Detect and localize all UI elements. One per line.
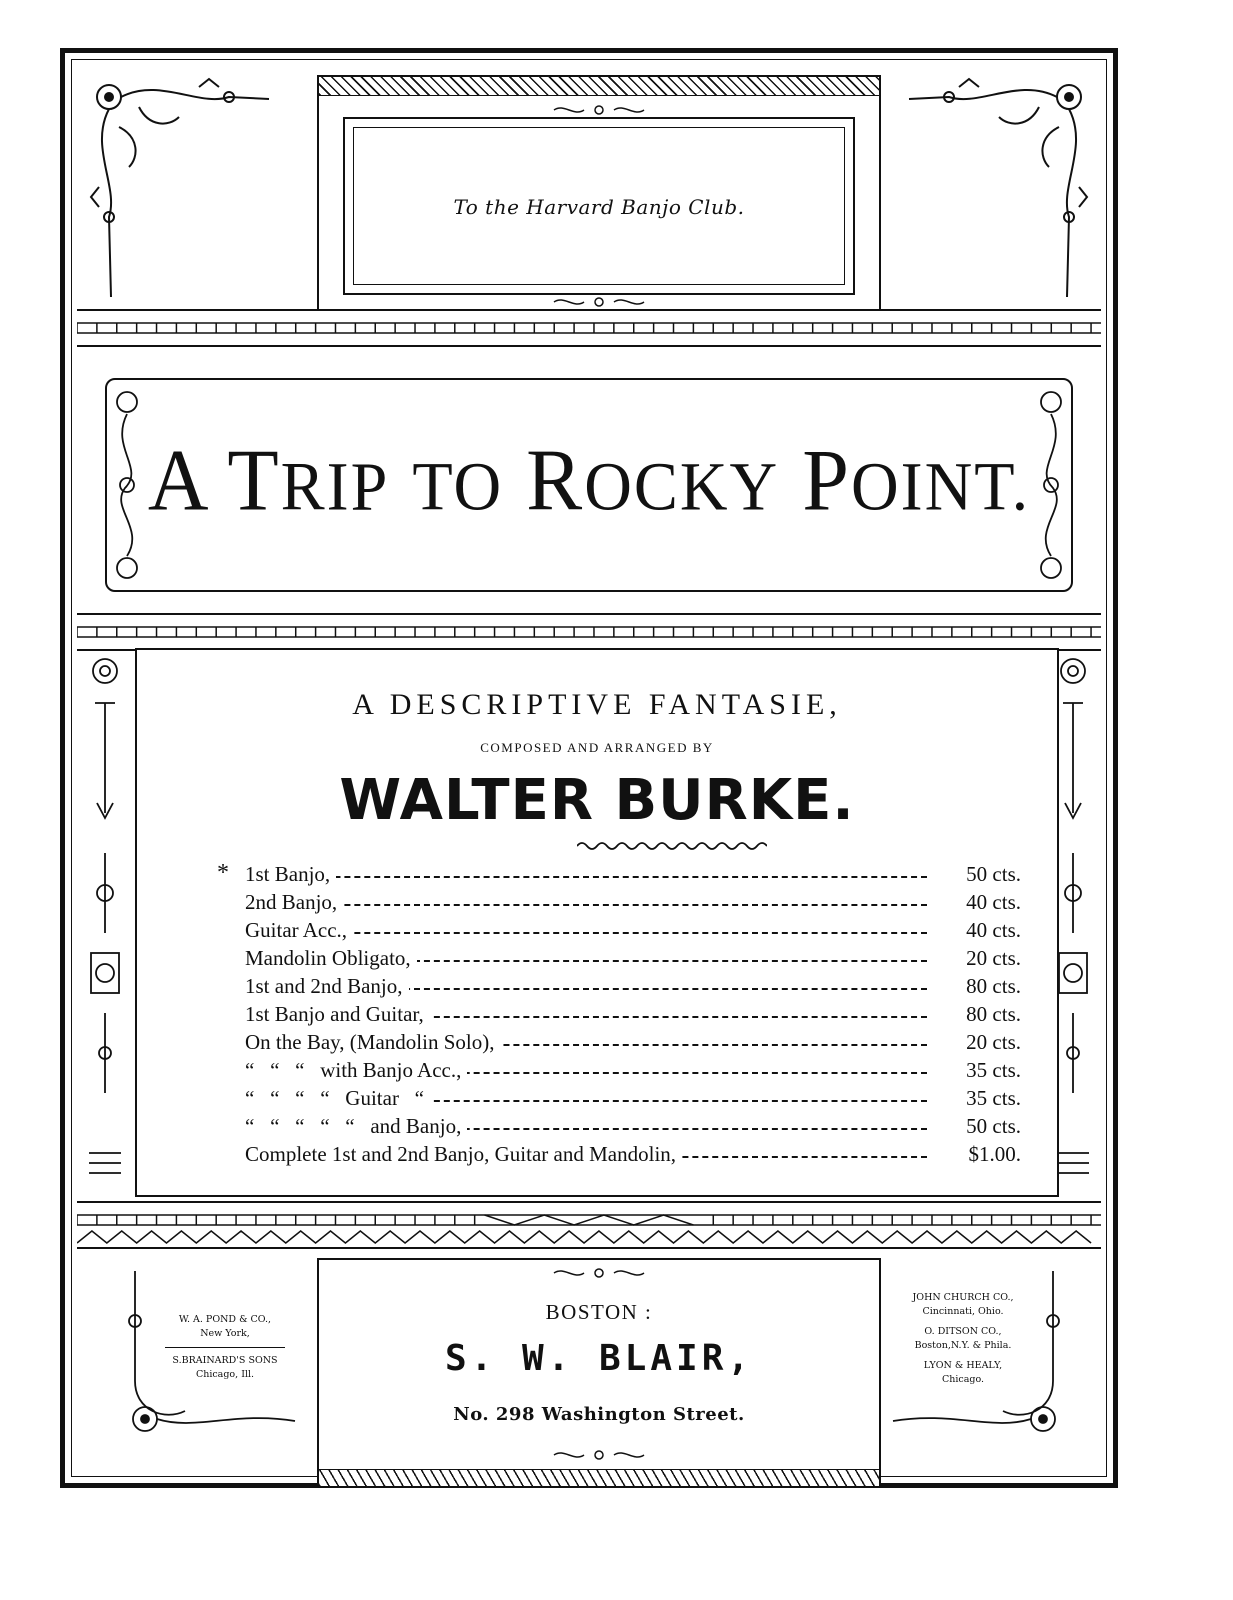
scroll-ornament-icon bbox=[549, 1448, 649, 1462]
price-item: 1st Banjo and Guitar, bbox=[245, 1002, 430, 1027]
title-word bbox=[148, 432, 206, 530]
price-value: $1.00. bbox=[963, 1142, 1022, 1167]
publisher-name: S. W. BLAIR, bbox=[444, 1338, 754, 1379]
price-item: “ “ “ “ Guitar “ bbox=[245, 1086, 430, 1111]
price-value: 50 cts. bbox=[960, 862, 1021, 887]
price-row bbox=[167, 1114, 1027, 1142]
ornamental-band-1 bbox=[77, 309, 1101, 347]
wave-divider-icon bbox=[577, 840, 767, 852]
price-value: 80 cts. bbox=[960, 1002, 1021, 1027]
price-row bbox=[167, 1086, 1027, 1114]
price-value: 50 cts. bbox=[960, 1114, 1021, 1139]
price-row bbox=[167, 946, 1027, 974]
band-pattern bbox=[77, 311, 1101, 345]
agent-line: O. DITSON CO., bbox=[924, 1326, 1002, 1337]
price-item: Guitar Acc., bbox=[245, 918, 353, 943]
title-rest: OCKY bbox=[584, 448, 780, 526]
asterisk-marker: * bbox=[217, 860, 229, 886]
title-rest: OINT. bbox=[850, 448, 1031, 526]
title-word bbox=[412, 432, 503, 530]
scroll-ornament-icon bbox=[549, 1266, 649, 1280]
price-item: “ “ “ with Banjo Acc., bbox=[245, 1058, 467, 1083]
title-cap: P bbox=[802, 431, 851, 530]
agents-left bbox=[105, 1261, 305, 1441]
agent-line: New York, bbox=[200, 1328, 250, 1339]
price-list bbox=[167, 862, 1027, 1170]
price-item: On the Bay, (Mandolin Solo), bbox=[245, 1030, 500, 1055]
price-item: “ “ “ “ “ and Banjo, bbox=[245, 1114, 467, 1139]
price-item: 1st Banjo, bbox=[245, 862, 336, 887]
title-word bbox=[227, 432, 389, 530]
price-value: 20 cts. bbox=[960, 1030, 1021, 1055]
agent-line: Boston,N.Y. & Phila. bbox=[914, 1340, 1012, 1351]
dedication-text: To the Harvard Banjo Club. bbox=[453, 195, 745, 219]
dash-leader bbox=[245, 876, 927, 878]
price-row bbox=[167, 918, 1027, 946]
price-value: 40 cts. bbox=[960, 890, 1021, 915]
ornamental-band-2 bbox=[77, 613, 1101, 651]
price-value: 35 cts. bbox=[960, 1086, 1021, 1111]
publisher-panel bbox=[317, 1258, 881, 1488]
subtitle: A DESCRIPTIVE FANTASIE, bbox=[352, 688, 842, 721]
band-pattern bbox=[77, 615, 1101, 649]
price-item: 1st and 2nd Banjo, bbox=[245, 974, 409, 999]
ornamental-frame bbox=[60, 48, 1118, 1488]
price-row bbox=[167, 1002, 1027, 1030]
title-panel bbox=[105, 378, 1073, 592]
agent-line: Chicago. bbox=[941, 1374, 985, 1385]
agent-line: LYON & HEALY, bbox=[923, 1360, 1003, 1371]
title-cap: T bbox=[227, 431, 281, 530]
title-rest: RIP bbox=[280, 448, 390, 526]
price-item: 2nd Banjo, bbox=[245, 890, 343, 915]
price-row bbox=[167, 1030, 1027, 1058]
description-panel bbox=[135, 648, 1059, 1197]
agents-right-text bbox=[893, 1291, 1033, 1387]
agent-line: S.BRAINARD'S SONS bbox=[172, 1355, 278, 1366]
publisher-address: No. 298 Washington Street. bbox=[453, 1404, 745, 1425]
composed-line: COMPOSED AND ARRANGED BY bbox=[480, 740, 714, 755]
agents-left-text bbox=[155, 1313, 295, 1382]
title-word bbox=[802, 432, 1030, 530]
title-rest: TO bbox=[412, 448, 504, 526]
dedication-panel bbox=[317, 75, 881, 317]
scroll-ornament-icon bbox=[549, 295, 649, 309]
price-item: Complete 1st and 2nd Banjo, Guitar and Mandolin, bbox=[245, 1142, 682, 1167]
price-item: Mandolin Obligato, bbox=[245, 946, 417, 971]
price-row bbox=[167, 974, 1027, 1002]
price-value: 35 cts. bbox=[960, 1058, 1021, 1083]
side-column-left-icon bbox=[83, 653, 127, 1193]
agents-right bbox=[883, 1261, 1083, 1441]
title-cap: A bbox=[147, 431, 206, 530]
agent-line: Chicago, Ill. bbox=[195, 1369, 255, 1380]
price-value: 80 cts. bbox=[960, 974, 1021, 999]
agent-line: Cincinnati, Ohio. bbox=[922, 1306, 1004, 1317]
publisher-city: BOSTON : bbox=[545, 1300, 653, 1324]
page-title bbox=[107, 430, 1071, 532]
dash-leader bbox=[245, 904, 927, 906]
corner-scroll-top-left-icon bbox=[79, 67, 279, 307]
title-word bbox=[526, 432, 779, 530]
agent-line: W. A. POND & CO., bbox=[178, 1314, 272, 1325]
price-row bbox=[167, 1142, 1027, 1170]
hatched-border bbox=[319, 1469, 879, 1486]
agent-line: JOHN CHURCH CO., bbox=[912, 1292, 1014, 1303]
price-row bbox=[167, 862, 1027, 890]
composer-name: WALTER BURKE. bbox=[339, 768, 855, 833]
price-value: 40 cts. bbox=[960, 918, 1021, 943]
price-value: 20 cts. bbox=[960, 946, 1021, 971]
agent-divider bbox=[165, 1347, 285, 1348]
ornamental-band-3 bbox=[77, 1201, 1101, 1249]
price-row bbox=[167, 1058, 1027, 1086]
title-cap: R bbox=[526, 431, 585, 530]
hatched-border bbox=[319, 77, 879, 96]
price-row bbox=[167, 890, 1027, 918]
band-pattern bbox=[77, 1203, 1101, 1247]
corner-scroll-top-right-icon bbox=[899, 67, 1099, 307]
scroll-ornament-icon bbox=[549, 103, 649, 117]
